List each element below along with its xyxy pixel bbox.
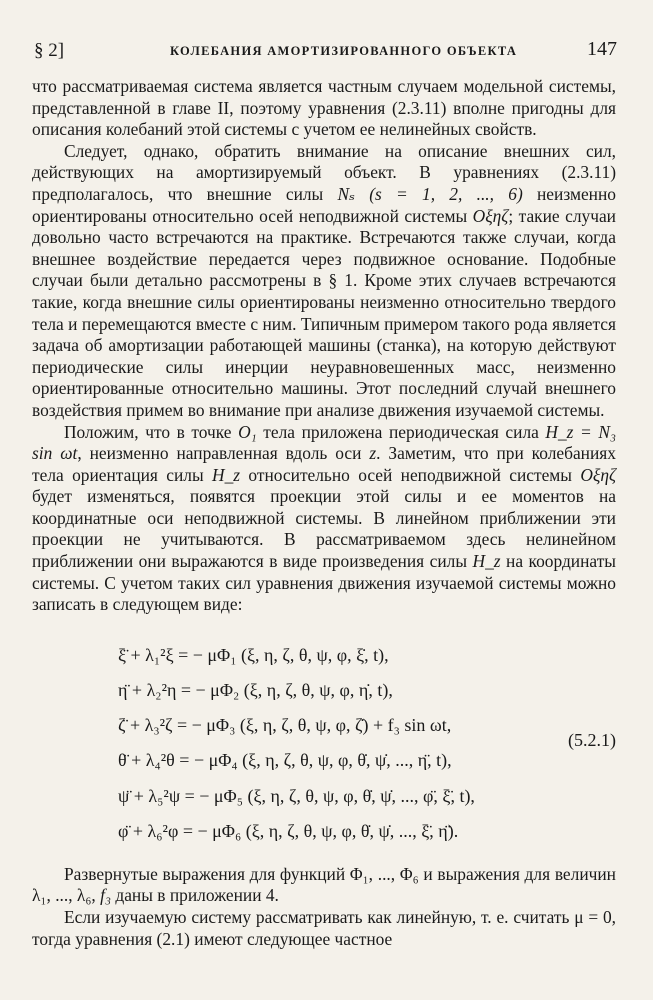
formula-axis-z: z (369, 443, 377, 464)
formula-force-hz: H_z = N₃ sin ωt (32, 421, 616, 464)
paragraph-periodic-force: Положим, что в точке O₁ тела приложена периодическая сила H_z = N₃ sin ωt, неизменно направленная вдоль оси z. Заметим, что при колебаниях тела ориентация силы H_z относительно осей неподвижной системы Oξηζ будет изменяться, появятся проекции этой силы и ее моментов на координатные оси неподвижной системы. В линейном приближении эти проекции не учитываются. В рассматриваемом здесь нелинейном приближении они выражаются в виде произведения силы H_z на координаты системы. С учетом таких сил уравнения движения изучаемой системы можно записать в следующем виде: (32, 421, 617, 615)
running-header (34, 38, 617, 62)
formula-fixed-system: Oξηζ (580, 464, 617, 485)
equation-line: θ̈ + λ₄²θ = − μΦ₄ (ξ, η, ζ, θ, ψ, φ, θ̇, ψ̇, ..., η̈, t), (118, 750, 452, 771)
equation-line: η̈ + λ₂²η = − μΦ₂ (ξ, η, ζ, θ, ψ, φ, η̇, t), (118, 680, 393, 701)
formula-point-o1: O₁ (238, 421, 257, 442)
equation-line: ψ̈ + λ₅²ψ = − μΦ₅ (ξ, η, ζ, θ, ψ, φ, θ̇, ψ̇, ..., φ̈, ξ̈, t), (118, 785, 475, 806)
equation-system (32, 638, 616, 862)
paragraph-continuation: что рассматриваемая система является частным случаем модельной системы, представленной в главе II, поэтому уравнения (2.3.11) вполне пригодны для описания колебаний этой системы с учетом ее нелинейных свойств. (32, 76, 616, 140)
equation-line: φ̈ + λ₆²φ = − μΦ₆ (ξ, η, ζ, θ, ψ, φ, θ̇, ψ̇, ..., ξ̈, η̈). (118, 820, 459, 841)
equation-lines (118, 638, 475, 849)
paragraph-external-forces: Следует, однако, обратить внимание на описание внешних сил, действующих на амортизируемый объект. В уравнениях (2.3.11) предполагалось, что внешние силы Nₛ (s = 1, 2, ..., 6) неизменно ориентированы относительно осей неподвижной системы Oξηζ; такие случаи довольно часто встречаются на практике. Встречаются также случаи, когда внешнее воздействие передается через подвижное основание. Подобные случаи были детально рассмотрены в § 1. Кроме этих случаев встречаются такие, когда внешние силы ориентированы неизменно относительно твердого тела и перемещаются вместе с ним. Типичным примером такого рода является задача об амортизации работающей машины (станка), на которую действуют периодические силы инерции неуравновешенных масс, неизменно ориентированные относительно машины. Этот последний случай внешнего воздействия примем во внимание при анализе движения изучаемой системы. (32, 140, 616, 420)
paragraph-linear-case: Если изучаемую систему рассматривать как линейную, т. е. считать μ = 0, тогда уравнения (2.1) имеют следующее частное (32, 907, 616, 949)
equation-line: ξ̈ + λ₁²ξ = − μΦ₁ (ξ, η, ζ, θ, ψ, φ, ξ̇, t), (118, 644, 389, 665)
formula-hz: H_z (212, 464, 241, 485)
paragraph-appendix-note: Развернутые выражения для функций Φ₁, ..., Φ₆ и выражения для величин λ₁, ..., λ₆, f₃ даны в приложении 4. (32, 863, 616, 906)
formula-forces-ns: Nₛ (s = 1, 2, ..., 6) (337, 183, 523, 204)
equation-line: ζ̈ + λ₃²ζ = − μΦ₃ (ξ, η, ζ, θ, ψ, φ, ζ̇) + f₃ sin ωt, (118, 715, 452, 736)
formula-f3: f₃ (100, 885, 112, 906)
running-title: КОЛЕБАНИЯ АМОРТИЗИРОВАННОГО ОБЪЕКТА (170, 44, 518, 58)
formula-hz: H_z (472, 551, 501, 572)
equation-number: (5.2.1) (568, 729, 616, 750)
page-body (32, 76, 616, 950)
formula-fixed-system: Oξηζ (472, 205, 509, 226)
page-number: 147 (587, 38, 617, 60)
section-marker: § 2] (34, 40, 65, 61)
